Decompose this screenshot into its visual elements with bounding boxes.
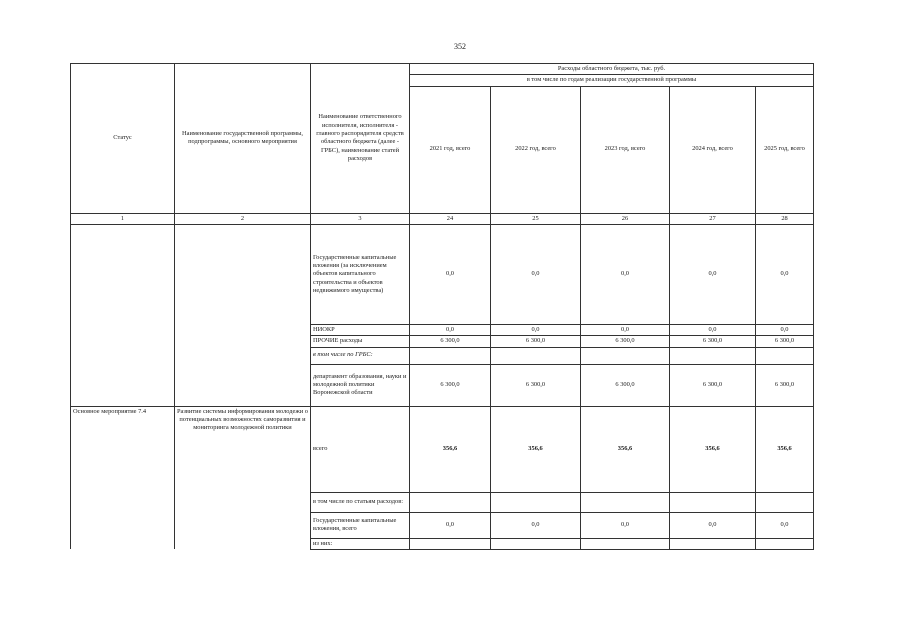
column-number: 27 xyxy=(670,213,756,224)
row-label: НИОКР xyxy=(311,324,410,335)
budget-table xyxy=(70,63,814,550)
header-budget-title: Расходы областного бюджета, тыс. руб. xyxy=(410,64,814,75)
value-cell xyxy=(491,347,581,364)
value-cell xyxy=(756,492,814,512)
column-number: 25 xyxy=(491,213,581,224)
row-label: всего xyxy=(311,406,410,492)
value-cell: 6 300,0 xyxy=(491,364,581,406)
value-cell xyxy=(670,492,756,512)
row-label: ПРОЧИЕ расходы xyxy=(311,336,410,347)
header-year: 2025 год, всего xyxy=(756,86,814,213)
value-cell: 0,0 xyxy=(581,224,670,324)
value-cell: 6 300,0 xyxy=(581,336,670,347)
value-cell xyxy=(670,347,756,364)
row-label: Государственные капитальные вложения (за исключением объектов капитального строительства и объектов недвижимого имущества) xyxy=(311,224,410,324)
value-cell: 356,6 xyxy=(491,406,581,492)
value-cell: 6 300,0 xyxy=(410,336,491,347)
value-cell: 6 300,0 xyxy=(491,336,581,347)
value-cell: 0,0 xyxy=(756,224,814,324)
value-cell: 356,6 xyxy=(756,406,814,492)
page-number: 352 xyxy=(454,42,466,51)
value-cell: 6 300,0 xyxy=(670,336,756,347)
value-cell: 0,0 xyxy=(670,324,756,335)
value-cell xyxy=(756,538,814,549)
value-cell xyxy=(581,538,670,549)
row-label: департамент образования, науки и молодежной политики Воронежской области xyxy=(311,364,410,406)
value-cell: 0,0 xyxy=(670,512,756,538)
value-cell: 6 300,0 xyxy=(581,364,670,406)
header-executor: Наименование ответственного исполнителя, исполнителя - главного распорядителя средств областного бюджета (далее - ГРБС), наименование статей расходов xyxy=(311,64,410,214)
header-year: 2022 год, всего xyxy=(491,86,581,213)
value-cell xyxy=(581,492,670,512)
value-cell xyxy=(410,538,491,549)
value-cell: 6 300,0 xyxy=(670,364,756,406)
value-cell: 0,0 xyxy=(581,512,670,538)
status-cell-empty xyxy=(71,224,175,406)
value-cell: 6 300,0 xyxy=(410,364,491,406)
table-row xyxy=(71,406,814,492)
header-status: Статус xyxy=(71,64,175,214)
value-cell xyxy=(410,347,491,364)
value-cell: 0,0 xyxy=(410,324,491,335)
value-cell: 356,6 xyxy=(410,406,491,492)
value-cell: 0,0 xyxy=(670,224,756,324)
column-number: 26 xyxy=(581,213,670,224)
value-cell: 0,0 xyxy=(756,324,814,335)
row-label: в том числе по статьям расходов: xyxy=(311,492,410,512)
row-label: в том числе по ГРБС: xyxy=(311,347,410,364)
value-cell: 0,0 xyxy=(491,324,581,335)
value-cell xyxy=(410,492,491,512)
column-number: 3 xyxy=(311,213,410,224)
value-cell: 6 300,0 xyxy=(756,364,814,406)
header-year: 2021 год, всего xyxy=(410,86,491,213)
value-cell: 356,6 xyxy=(670,406,756,492)
row-label: из них: xyxy=(311,538,410,549)
value-cell: 0,0 xyxy=(491,512,581,538)
value-cell xyxy=(670,538,756,549)
column-number: 1 xyxy=(71,213,175,224)
row-label: Государственные капитальные вложения, всего xyxy=(311,512,410,538)
value-cell: 356,6 xyxy=(581,406,670,492)
column-number: 24 xyxy=(410,213,491,224)
header-year: 2024 год, всего xyxy=(670,86,756,213)
value-cell xyxy=(756,347,814,364)
column-number: 28 xyxy=(756,213,814,224)
program-name-cell-empty xyxy=(175,224,311,406)
header-program-name: Наименование государственной программы, подпрограммы, основного мероприятия xyxy=(175,64,311,214)
value-cell: 0,0 xyxy=(410,224,491,324)
value-cell xyxy=(491,492,581,512)
value-cell: 6 300,0 xyxy=(756,336,814,347)
value-cell: 0,0 xyxy=(491,224,581,324)
header-budget-subtitle: в том числе по годам реализации государственной программы xyxy=(410,75,814,86)
column-number: 2 xyxy=(175,213,311,224)
header-year: 2023 год, всего xyxy=(581,86,670,213)
measure-status: Основное мероприятие 7.4 xyxy=(71,406,175,549)
value-cell: 0,0 xyxy=(756,512,814,538)
value-cell xyxy=(491,538,581,549)
measure-name: Развитие системы информирования молодежи о потенциальных возможностях саморазвития и мониторинга молодежной политики xyxy=(175,406,311,549)
value-cell: 0,0 xyxy=(581,324,670,335)
table-row xyxy=(71,224,814,324)
value-cell: 0,0 xyxy=(410,512,491,538)
value-cell xyxy=(581,347,670,364)
